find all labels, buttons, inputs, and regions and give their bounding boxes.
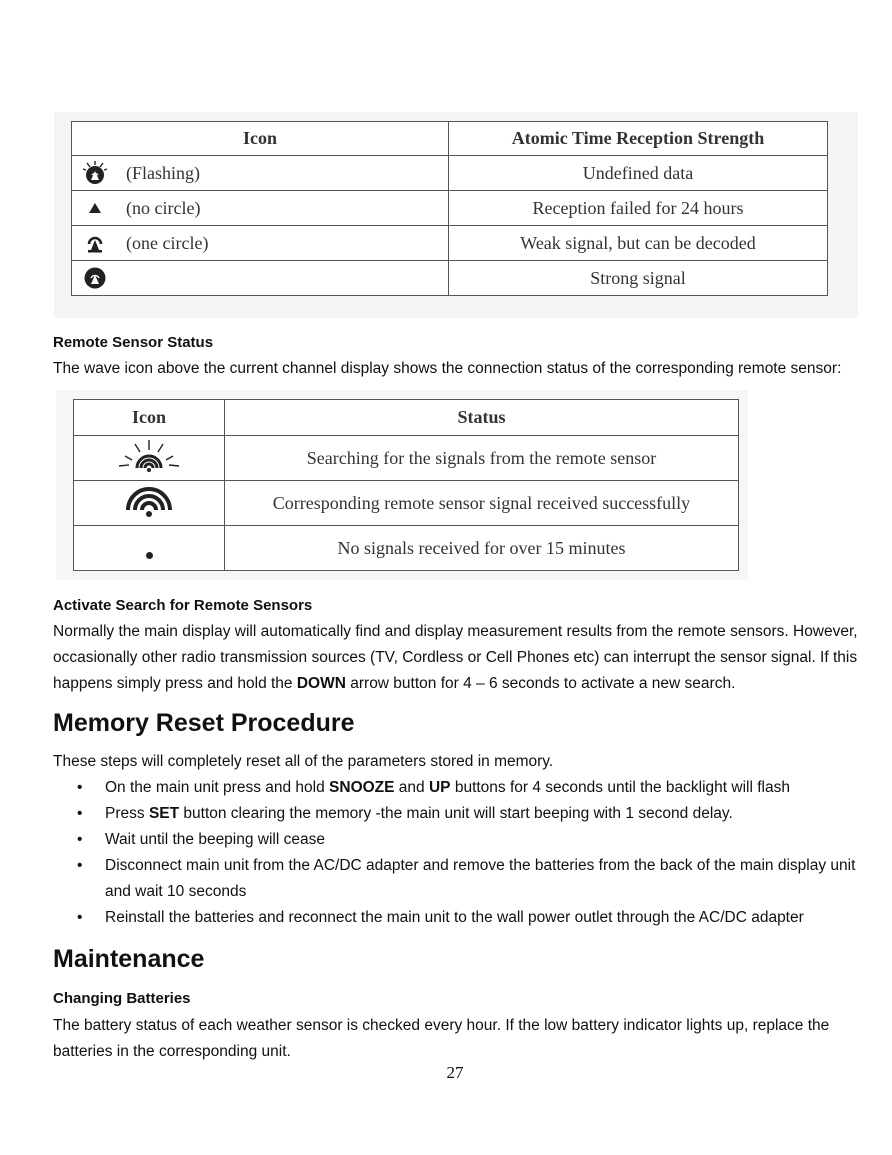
list-item: • Press SET button clearing the memory -the main unit will start beeping with 1 second delay. (77, 805, 733, 822)
table-row (72, 226, 828, 261)
icon-label: (no circle) (126, 197, 201, 218)
table-header-row (72, 122, 828, 156)
table-row (74, 481, 739, 526)
list-item: • On the main unit press and hold SNOOZE and UP buttons for 4 seconds until the backlight will flash (77, 779, 790, 796)
status-text: Corresponding remote sensor signal received successfully (225, 481, 739, 526)
flashing-tower-icon (82, 160, 108, 186)
table-row (74, 526, 739, 571)
table-row (72, 261, 828, 296)
changing-batteries-heading: Changing Batteries (53, 990, 191, 1007)
status-text: No signals received for over 15 minutes (225, 526, 739, 571)
page-number: 27 (446, 1063, 464, 1082)
memory-reset-intro: These steps will completely reset all of the parameters stored in memory. (53, 753, 554, 770)
table-row (72, 191, 828, 226)
table-header: Icon (74, 400, 225, 436)
activate-search-heading: Activate Search for Remote Sensors (53, 597, 313, 614)
table-header: Atomic Time Reception Strength (449, 122, 828, 156)
memory-reset-steps (53, 775, 865, 931)
table-header-row (74, 400, 739, 436)
dot-icon (146, 552, 153, 559)
atomic-reception-table (71, 121, 828, 296)
list-item: • Reinstall the batteries and reconnect the main unit to the wall power outlet through the AC/DC adapter (77, 909, 804, 926)
icon-label: (Flashing) (126, 162, 200, 183)
maintenance-heading: Maintenance (53, 945, 205, 973)
status-text: Searching for the signals from the remote sensor (225, 436, 739, 481)
table-header: Status (225, 400, 739, 436)
table-row (72, 156, 828, 191)
tower-one-circle-icon (82, 230, 108, 256)
wave-icon (123, 484, 175, 523)
changing-batteries-text: The battery status of each weather sensor is checked every hour. If the low battery indicator lights up, replace the batteries in the corresponding unit. (53, 1017, 830, 1060)
remote-sensor-text: The wave icon above the current channel display shows the connection status of the corresponding remote sensor: (53, 360, 842, 377)
activate-search-text: Normally the main display will automatically find and display measurement results from the remote sensors. However, occasionally other radio transmission sources (TV, Cordless or Cell Phones etc) can interrupt the sensor signal. If this happens simply press and hold the DOWN arrow button for 4 – 6 seconds to activate a new search. (53, 623, 858, 692)
table-row (74, 436, 739, 481)
memory-reset-heading: Memory Reset Procedure (53, 709, 355, 737)
reception-strength: Weak signal, but can be decoded (449, 226, 828, 261)
reception-strength: Strong signal (449, 261, 828, 296)
reception-strength: Undefined data (449, 156, 828, 191)
tower-no-circle-icon (82, 195, 108, 221)
icon-label: (one circle) (126, 232, 209, 253)
list-item: • Disconnect main unit from the AC/DC adapter and remove the batteries from the back of the main display unit and wait 10 seconds (77, 857, 856, 900)
remote-sensor-heading: Remote Sensor Status (53, 334, 214, 351)
list-item: • Wait until the beeping will cease (77, 831, 325, 848)
down-button-label: DOWN (296, 675, 346, 692)
reception-strength: Reception failed for 24 hours (449, 191, 828, 226)
tower-full-circle-icon (82, 265, 108, 291)
searching-wave-icon (113, 438, 185, 479)
remote-sensor-status-table (73, 399, 739, 571)
table-header: Icon (72, 122, 449, 156)
